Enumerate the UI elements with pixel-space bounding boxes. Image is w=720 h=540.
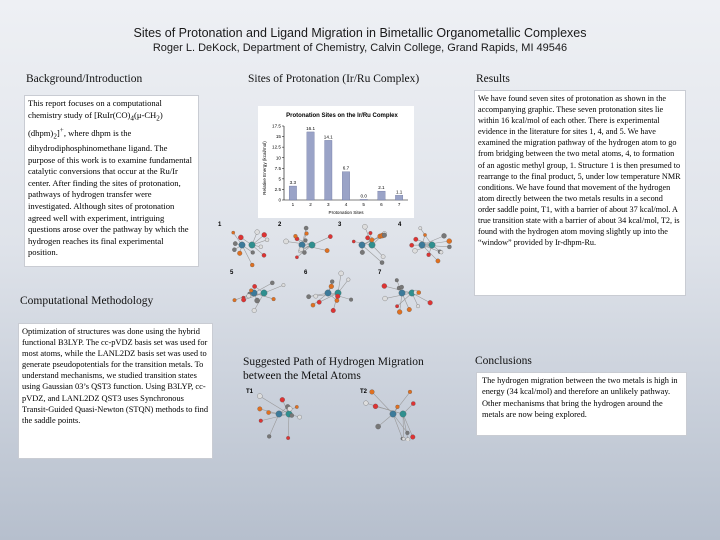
background-text-post: , where dhpm is the dihydrodiphosphinomethane ligand. The purpose of this work is to examine fundamental catalytic conversions that occur at the Ru/Ir center. After finding the sites of protonation, pathways of hydrogen transfer were investigated. Although sites of protonation agreed well with experiment, intriguing questions arose over the pathway by which the hydrogen reaches its final experimental position.	[28, 127, 192, 258]
conclusions-text: The hydrogen migration between the two metals is high in energy (34 kcal/mol) and therefore an unlikely pathway. Other mechanisms that bring the hydrogen around the metals are now being explored.	[482, 376, 678, 420]
chart-y-tick-label: 17.5	[272, 123, 281, 129]
chart-x-tick-label: 6	[380, 202, 383, 207]
structure-number-label: 7	[378, 270, 382, 276]
migration-structures	[240, 385, 460, 445]
chart-x-tick-label: 7	[397, 202, 401, 207]
background-sup-1: +	[59, 125, 64, 134]
chart-bar	[360, 199, 367, 200]
conclusions-heading: Conclusions	[475, 355, 532, 367]
chart-x-tick-label: 2	[309, 202, 312, 207]
molecule-structure-icon	[378, 270, 436, 316]
chart-bar	[342, 172, 349, 200]
results-heading: Results	[476, 73, 510, 85]
protonation-structure-1	[218, 222, 276, 268]
results-text: We have found seven sites of protonation as shown in the accompanying graphic. These seven protonation sites lie within 16 kcal/mol of each other. There is experimental evidence in the literature for sites 1, 4, and 5. We have examined the migration pathway of the hydrogen atom to go from bridging between the two metal atoms, 4, to formation of an agostic methyl group, 1. Structure 1 is then presumed to rearrange to the final product, 5, under low temperature NMR conditions. We have found that movement of the hydrogen atom directly between the two metals results in a second order saddle point, T1, with a barrier of about 37 kcal/mol. A true transition state with a barrier of about 34 kcal/mol, T2, is found with the hydrogen atom moving slightly up into the “window” provided by Ir-dhpm-Ru.	[478, 94, 681, 248]
transition-state-label: T2	[360, 389, 368, 395]
chart-data-label: 1.1	[395, 189, 403, 195]
results-text-box	[474, 90, 686, 296]
chart-y-tick-label: 10	[275, 155, 281, 161]
background-sub-1: 4	[130, 114, 134, 123]
protonation-chart-svg	[258, 106, 414, 218]
chart-data-label: 6.7	[342, 165, 350, 171]
protonation-structure-2	[278, 222, 336, 268]
structure-number-label: 5	[230, 270, 234, 276]
chart-y-tick-label: 12.5	[272, 144, 281, 150]
chart-y-tick-label: 5	[278, 176, 281, 182]
protonation-chart	[258, 106, 414, 218]
molecule-structure-icon	[358, 387, 438, 441]
chart-y-tick-label: 15	[275, 134, 281, 140]
chart-bar	[325, 140, 332, 200]
background-text-box	[24, 95, 199, 267]
methodology-text: Optimization of structures was done using the hybrid functional B3LYP. The cc-pVDZ basis set was used for most atoms, while the LANL2DZ basis set was used to generate pseudopotentials for the transition metals. To understand mechanisms, we studied transition states using Gaussian 03’s QST3 function. Using B3LYP, cc-pVDZ, and LANL2DZ QST3 uses Synchronous Transit-Guided Quasi-Newton (STQN) methods to find the saddle points.	[22, 327, 209, 425]
chart-x-tick-label: 3	[327, 202, 330, 207]
transition-state-t1	[244, 387, 324, 441]
chart-y-tick-label: 0	[278, 197, 281, 203]
molecule-structure-icon	[230, 270, 288, 316]
molecule-structure-icon	[278, 222, 336, 268]
chart-x-tick-label: 1	[291, 202, 295, 207]
chart-y-tick-label: 7.5	[274, 165, 281, 171]
structure-number-label: 3	[338, 222, 342, 228]
migration-heading: Suggested Path of Hydrogen Migration between the Metal Atoms	[243, 356, 424, 382]
structure-number-label: 1	[218, 222, 222, 228]
chart-data-label: 16.1	[306, 125, 316, 131]
chart-data-label: 3.3	[289, 180, 297, 186]
chart-y-axis-label: Relative Energy (kcal/mol)	[262, 141, 267, 195]
protonation-structure-5	[230, 270, 288, 316]
chart-title: Protonation Sites on the Ir/Ru Complex	[286, 113, 398, 119]
chart-bar	[395, 195, 402, 200]
chart-x-tick-label: 5	[362, 202, 365, 207]
protonation-structures	[214, 218, 454, 318]
methodology-text-box	[18, 323, 213, 459]
background-sub-2: 2	[156, 114, 160, 123]
structure-number-label: 6	[304, 270, 308, 276]
transition-state-label: T1	[246, 389, 254, 395]
molecule-structure-icon	[218, 222, 276, 268]
chart-x-axis-label: Protonation Sites	[328, 210, 364, 215]
chart-data-label: 2.1	[378, 185, 385, 191]
background-sub-3: 2	[53, 132, 57, 141]
background-text-mid1: (μ-CH	[133, 109, 157, 120]
chart-bar	[289, 186, 296, 200]
chart-bar	[378, 191, 385, 200]
protonation-structure-4	[398, 222, 456, 268]
protonation-structure-6	[304, 270, 362, 316]
methodology-heading: Computational Methodology	[20, 295, 154, 307]
molecule-structure-icon	[338, 222, 396, 268]
chart-data-label: 14.1	[323, 134, 333, 140]
protonation-structure-7	[378, 270, 436, 316]
conclusions-text-box	[476, 372, 687, 436]
transition-state-t2	[358, 387, 438, 441]
molecule-structure-icon	[304, 270, 362, 316]
structure-number-label: 4	[398, 222, 402, 228]
background-heading: Background/Introduction	[26, 73, 143, 85]
poster-author: Roger L. DeKock, Department of Chemistry, Calvin College, Grand Rapids, MI 49546	[152, 42, 568, 54]
chart-x-tick-label: 4	[344, 202, 348, 207]
background-text-mid2: )(dhpm)	[28, 109, 163, 138]
protonation-structure-3	[338, 222, 396, 268]
background-text-pre: This report focuses on a computational chemistry study of [RuIr(CO)	[28, 98, 162, 120]
poster-title: Sites of Protonation and Ligand Migration in Bimetallic Organometallic Complexes	[133, 26, 587, 40]
background-text-mid3: ]	[56, 127, 60, 138]
molecule-structure-icon	[244, 387, 324, 441]
molecule-structure-icon	[398, 222, 456, 268]
chart-bar	[307, 132, 314, 200]
protonation-heading: Sites of Protonation (Ir/Ru Complex)	[248, 73, 420, 85]
chart-y-tick-label: 2.5	[274, 187, 281, 193]
structure-number-label: 2	[278, 222, 282, 228]
chart-data-label: 0.0	[360, 193, 367, 199]
